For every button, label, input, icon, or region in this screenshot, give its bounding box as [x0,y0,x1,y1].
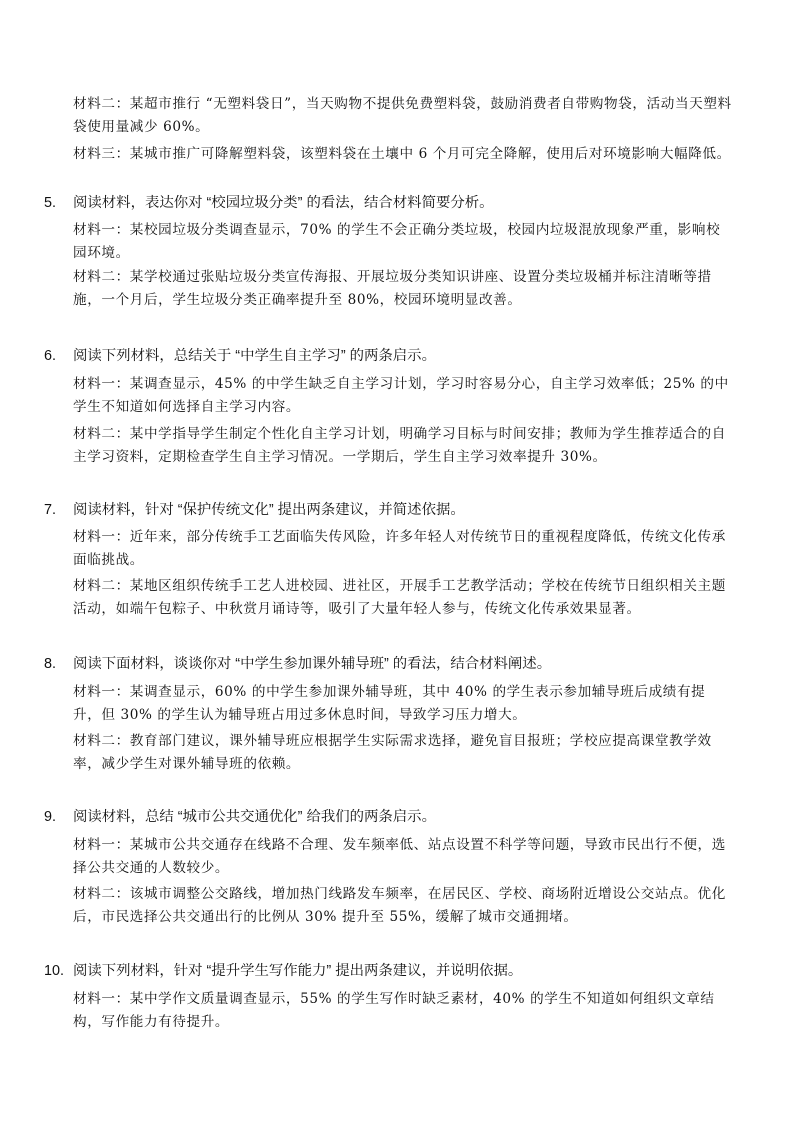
material-paragraph: 材料一：某调查显示，45% 的中学生缺乏自主学习计划，学习时容易分心，自主学习效率低；25% 的中学生不知道如何选择自主学习内容。 [73,376,729,415]
question-number: 6. [44,348,57,364]
question-prompt: 阅读下列材料，针对 “提升学生写作能力” 提出两条建议，并说明依据。 [73,963,523,979]
material-paragraph: 材料二：某超市推行 “无塑料袋日”，当天购物不提供免费塑料袋，鼓励消费者自带购物袋，活动当天塑料袋使用量减少 60%。 [73,96,732,135]
material-paragraph: 材料二：某中学指导学生制定个性化自主学习计划，明确学习目标与时间安排；教师为学生推荐适合的自主学习资料，定期检查学生自主学习情况。一学期后，学生自主学习效率提升 30%。 [73,426,726,465]
question-prompt: 阅读材料，总结 “城市公共交通优化” 给我们的两条启示。 [73,809,436,825]
material-paragraph: 材料二：该城市调整公交路线，增加热门线路发车频率，在居民区、学校、商场附近增设公交站点。优化后，市民选择公共交通出行的比例从 30% 提升至 55%，缓解了城市交通拥堵。 [73,886,726,925]
material-paragraph: 材料一：某校园垃圾分类调查显示，70% 的学生不会正确分类垃圾，校园内垃圾混放现象严重，影响校园环境。 [73,222,721,261]
material-paragraph: 材料二：教育部门建议，课外辅导班应根据学生实际需求选择，避免盲目报班；学校应提高课堂教学效率，减少学生对课外辅导班的依赖。 [73,733,712,772]
question-prompt: 阅读材料，针对 “保护传统文化” 提出两条建议，并简述依据。 [73,502,465,518]
question-number: 7. [44,502,57,518]
question-prompt: 阅读材料，表达你对 “校园垃圾分类” 的看法，结合材料简要分析。 [73,195,494,211]
question-8 [44,654,744,674]
material-paragraph: 材料二：某地区组织传统手工艺人进校园、进社区，开展手工艺教学活动；学校在传统节日组织相关主题活动，如端午包粽子、中秋赏月诵诗等，吸引了大量年轻人参与，传统文化传承效果显著。 [73,578,726,617]
material-paragraph: 材料一：某调查显示，60% 的中学生参加课外辅导班，其中 40% 的学生表示参加辅导班后成绩有提升，但 30% 的学生认为辅导班占用过多休息时间，导致学习压力增大。 [73,684,706,723]
question-number: 5. [44,195,57,211]
material-paragraph: 材料一：某中学作文质量调查显示，55% 的学生写作时缺乏素材，40% 的学生不知道如何组织文章结构，写作能力有待提升。 [73,991,715,1030]
question-number: 10. [44,963,65,979]
material-paragraph: 材料三：某城市推广可降解塑料袋，该塑料袋在土壤中 6 个月可完全降解，使用后对环境影响大幅降低。 [73,146,731,162]
material-paragraph: 材料一：近年来，部分传统手工艺面临失传风险，许多年轻人对传统节日的重视程度降低，传统文化传承面临挑战。 [73,529,726,568]
question-number: 9. [44,809,57,825]
question-7 [44,500,744,520]
question-prompt: 阅读下面材料，谈谈你对 “中学生参加课外辅导班” 的看法，结合材料阐述。 [73,656,552,672]
question-9 [44,807,744,827]
question-prompt: 阅读下列材料，总结关于 “中学生自主学习” 的两条启示。 [73,348,436,364]
question-10 [44,961,744,981]
material-paragraph: 材料一：某城市公共交通存在线路不合理、发车频率低、站点设置不科学等问题，导致市民出行不便，选择公共交通的人数较少。 [73,837,726,876]
question-number: 8. [44,656,57,672]
question-5 [44,193,744,213]
material-paragraph: 材料二：某学校通过张贴垃圾分类宣传海报、开展垃圾分类知识讲座、设置分类垃圾桶并标注清晰等措施，一个月后，学生垃圾分类正确率提升至 80%，校园环境明显改善。 [73,269,712,308]
question-6 [44,346,744,366]
